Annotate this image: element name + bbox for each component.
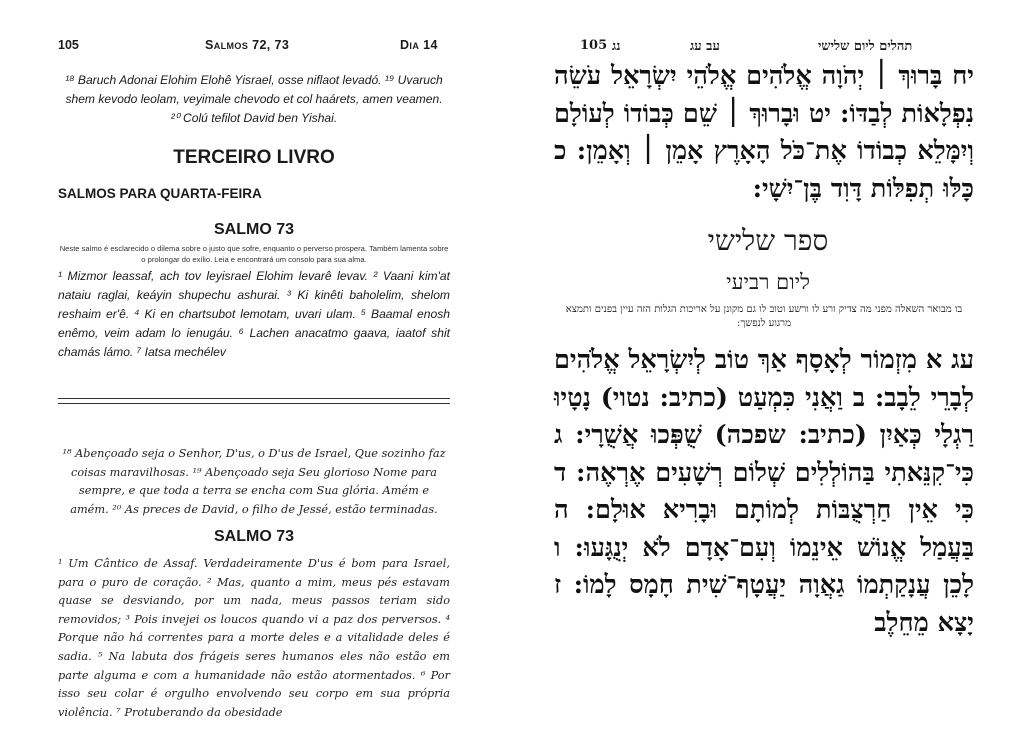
- translation-psalm-72-end: ¹⁸ Abençoado seja o Senhor, D'us, o D'us de Israel, Que sozinho faz coisas maravilhosas. ¹⁹ Abençoado seja Seu glorioso Nome para sempre, e que toda a terra se encha com Sua glória. Amém e amém. ²⁰ As preces de David, o filho de Jessé, estão terminadas.: [62, 447, 446, 516]
- day-heading: SALMOS PARA QUARTA-FEIRA: [58, 186, 262, 201]
- separator-line: [58, 398, 450, 399]
- psalm-note: Neste salmo é esclarecido o dilema sobre o justo que sofre, enquanto o perverso prospera. Também lamenta sobre o prolongar do exílio. Leia e encontrará um consolo para sua alma.: [59, 244, 449, 264]
- translation-psalm-heading: SALMO 73: [213, 528, 294, 545]
- day-heading: ליום רביעי: [726, 270, 810, 294]
- hebrew-psalm-73: עג א מִזְמוֹר לְאָסָף אַךְ טוֹב לְיִשְׂרָאֵל אֱלֹהִים לְבָרֵי לֵבָב: ב וַאֲנִי כִּמְעַט (כתיב: נטוי) נָטָיוּ רַגְלָי כְּאַיִן (כתיב: שפכה) שֻׁפְּכוּ אֲשֻׁרָי: ג כִּי־קִנֵּאתִי בַּהוֹלְלִים שְׁלוֹם רְשָׁעִים אֶרְאֶה: ד כִּי אֵין חַרְצֻבּוֹת לְמוֹתָם וּבָרִיא אוּלָם: ה בַּעֲמַל אֱנוֹשׁ אֵינֵמוֹ וְעִם־אָדָם לֹא יְנֻגָּעוּ: ו לָכֵן עֲנָקַתְמוֹ גַאֲוָה יַעֲטָף־שִׁית חָמָס לָמוֹ: ז יָצָא מֵחֵלֶב: [554, 345, 974, 638]
- running-title: Salmos 72, 73: [205, 38, 290, 52]
- transliteration-psalm-73: ¹ Mizmor leassaf, ach tov leyisrael Elohim levarê levav. ² Vaani kim'at nataiu raglai, keáyin shupechu ashurai. ³ Ki kinêti baholelim, shelom reshaim er'ê. ⁴ Ki en chartsubot lemotam, uvari ulam. ⁵ Baamal enosh enêmo, veim adam lo ienugáu. ⁶ Lachen anacatmo gaava, iaatof shit chamás lámo. ⁷ Iatsa mechélev: [58, 269, 450, 359]
- separator-line: [58, 403, 450, 404]
- book-heading: TERCEIRO LIVRO: [173, 147, 335, 168]
- hebrew-page-number: נג: [612, 39, 621, 54]
- page-number: 105: [58, 38, 79, 52]
- day-label: Dia 14: [400, 38, 438, 52]
- psalm-heading: SALMO 73: [213, 221, 294, 238]
- transliteration-psalm-72-end: ¹⁸ Baruch Adonai Elohim Elohê Yisrael, osse niflaot levadó. ¹⁹ Uvaruch shem kevodo leolam, veyimale chevodo et col haárets, amen veamen. ²⁰ Colú tefilot David ben Yishai.: [65, 73, 443, 125]
- book-heading: ספר שלישי: [707, 224, 829, 257]
- translation-psalm-73: ¹ Um Cântico de Assaf. Verdadeiramente D'us é bom para Israel, para o puro de coração. ² Mas, quanto a mim, meus pés estavam quase se desviando, por um nada, meus passos teriam sido removidos; ³ Pois invejei os loucos quando vi a paz dos perversos. ⁴ Porque não há correntes para a morte deles e a vitalidade deles é sadia. ⁵ Na labuta dos frágeis seres humanos eles não estão em parte alguma e com a humanidade não estão atormentados. ⁶ Por isso seu colar é orgulho envolvendo seu corpo em sua própria violência. ⁷ Protuberando da obesidade: [58, 557, 450, 719]
- running-title: תהלים ליום שלישי: [818, 39, 913, 54]
- verse-range: עב עג: [690, 39, 720, 54]
- right-page: [512, 0, 1024, 743]
- hebrew-psalm-72-end: יח בָּרוּךְ ׀ יְהֹוָה אֱלֹהִים אֱלֹהֵי יִשְׂרָאֵל עֹשֵׂה נִפְלָאוֹת לְבַדּוֹ: יט וּבָרוּךְ ׀ שֵׁם כְּבוֹדוֹ לְעוֹלָם וְיִמָּלֵא כְבוֹדוֹ אֶת־כֹּל הָאָרֶץ אָמֵן ׀ וְאָמֵן: כ כָּלּוּ תְפִלּוֹת דָּוִד בֶּן־יִשָׁי:: [554, 61, 974, 204]
- page-number: 105: [580, 38, 608, 53]
- psalm-note: בו מבואר השאלה מפני מה צדיק ורע לו ורשע וטוב לו גם מקונן על אריכות הגלות הזה עיין בפנים ותמצא מרגוע לנפשך:: [565, 304, 963, 329]
